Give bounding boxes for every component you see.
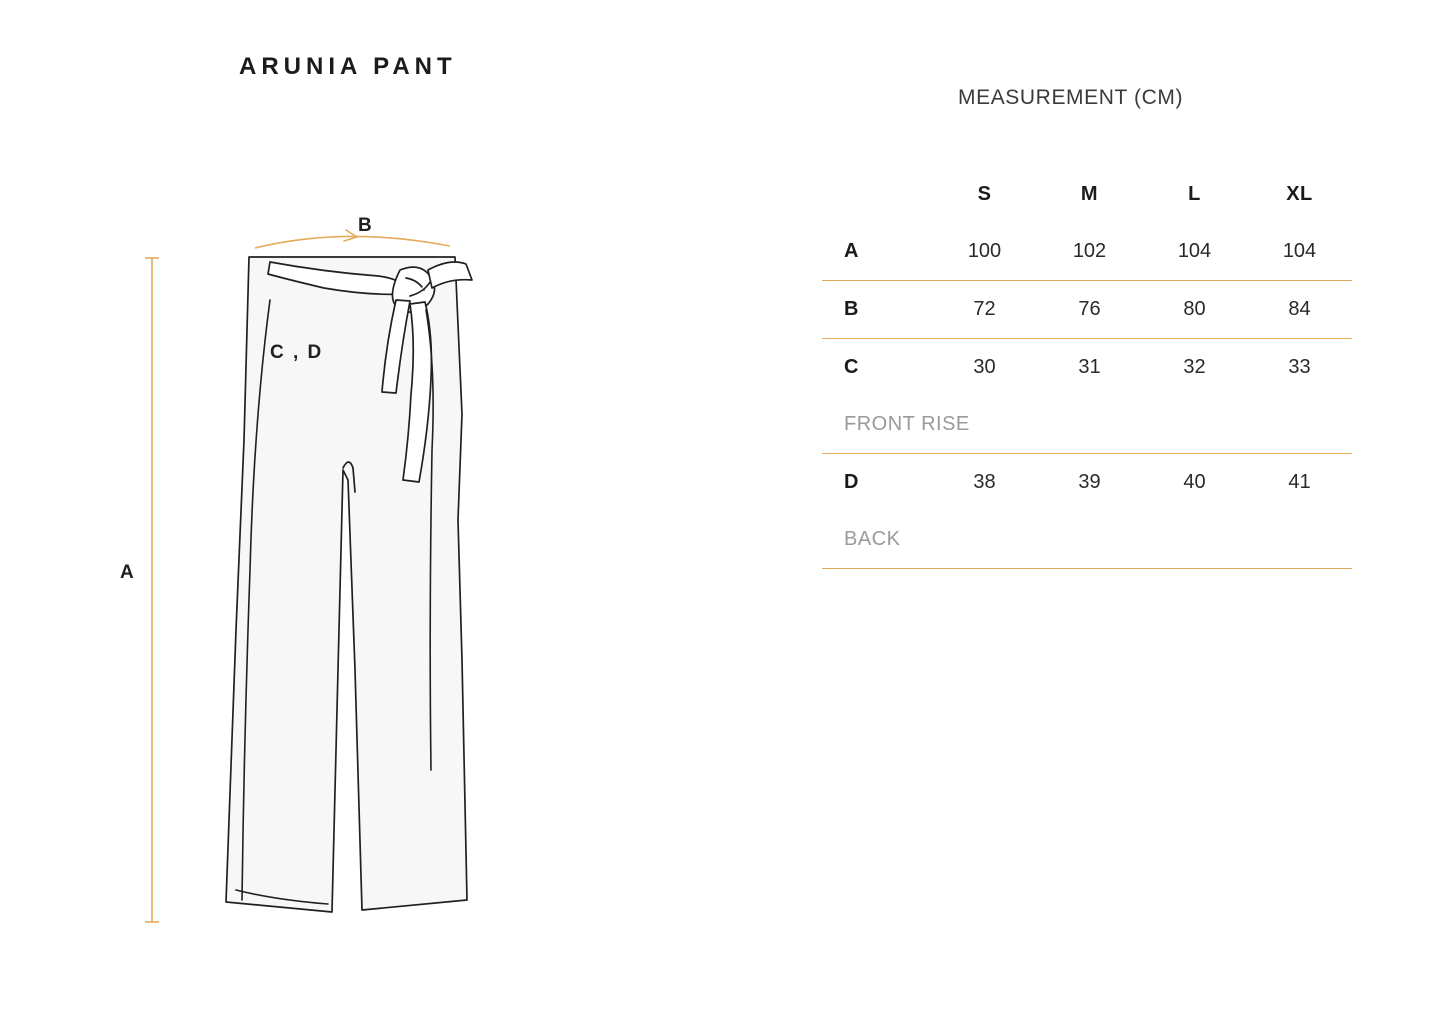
measure-label-a: A bbox=[120, 562, 135, 583]
cell-c-l: 32 bbox=[1183, 356, 1206, 378]
cell-a-l: 104 bbox=[1142, 223, 1247, 281]
row-label-b: B bbox=[822, 281, 932, 339]
size-chart bbox=[822, 165, 1352, 569]
cell-a-s: 100 bbox=[932, 223, 1037, 281]
cell-b-xl: 84 bbox=[1247, 281, 1352, 339]
column-header-blank bbox=[822, 165, 932, 223]
pant-technical-drawing bbox=[110, 200, 530, 960]
cell-a-xl: 104 bbox=[1247, 223, 1352, 281]
measurement-heading: MEASUREMENT (CM) bbox=[958, 86, 1184, 109]
column-header-l: L bbox=[1188, 182, 1201, 205]
cell-c-s: 30 bbox=[973, 356, 996, 378]
size-table bbox=[822, 165, 1352, 569]
cell-b-s: 72 bbox=[932, 281, 1037, 339]
cell-d-s: 38 bbox=[973, 471, 996, 493]
table-row bbox=[822, 454, 1352, 512]
table-row bbox=[822, 339, 1352, 397]
table-header-row bbox=[822, 165, 1352, 223]
cell-c-m: 31 bbox=[1078, 356, 1101, 378]
measure-line-b bbox=[255, 230, 450, 248]
row-label-d: D bbox=[844, 471, 859, 493]
cell-d-xl: 41 bbox=[1288, 471, 1311, 493]
page-title: ARUNIA PANT bbox=[239, 53, 457, 80]
row-note-d: BACK bbox=[822, 511, 1352, 569]
cell-d-l: 40 bbox=[1183, 471, 1206, 493]
measure-label-cd: C , D bbox=[270, 342, 324, 363]
table-row bbox=[822, 223, 1352, 281]
cell-b-l: 80 bbox=[1142, 281, 1247, 339]
column-header-s: S bbox=[977, 182, 992, 205]
cell-c-xl: 33 bbox=[1288, 356, 1311, 378]
row-label-c: C bbox=[844, 356, 859, 378]
measure-line-a bbox=[145, 258, 159, 922]
table-note-row bbox=[822, 511, 1352, 569]
cell-d-m: 39 bbox=[1078, 471, 1101, 493]
cell-b-m: 76 bbox=[1037, 281, 1142, 339]
row-note-c: FRONT RISE bbox=[822, 396, 1352, 454]
table-row bbox=[822, 281, 1352, 339]
column-header-xl: XL bbox=[1286, 182, 1313, 205]
measure-label-b: B bbox=[358, 215, 373, 236]
row-label-a: A bbox=[822, 223, 932, 281]
column-header-m: M bbox=[1080, 182, 1099, 205]
table-note-row bbox=[822, 396, 1352, 454]
pant-illustration-svg bbox=[110, 200, 530, 960]
cell-a-m: 102 bbox=[1037, 223, 1142, 281]
